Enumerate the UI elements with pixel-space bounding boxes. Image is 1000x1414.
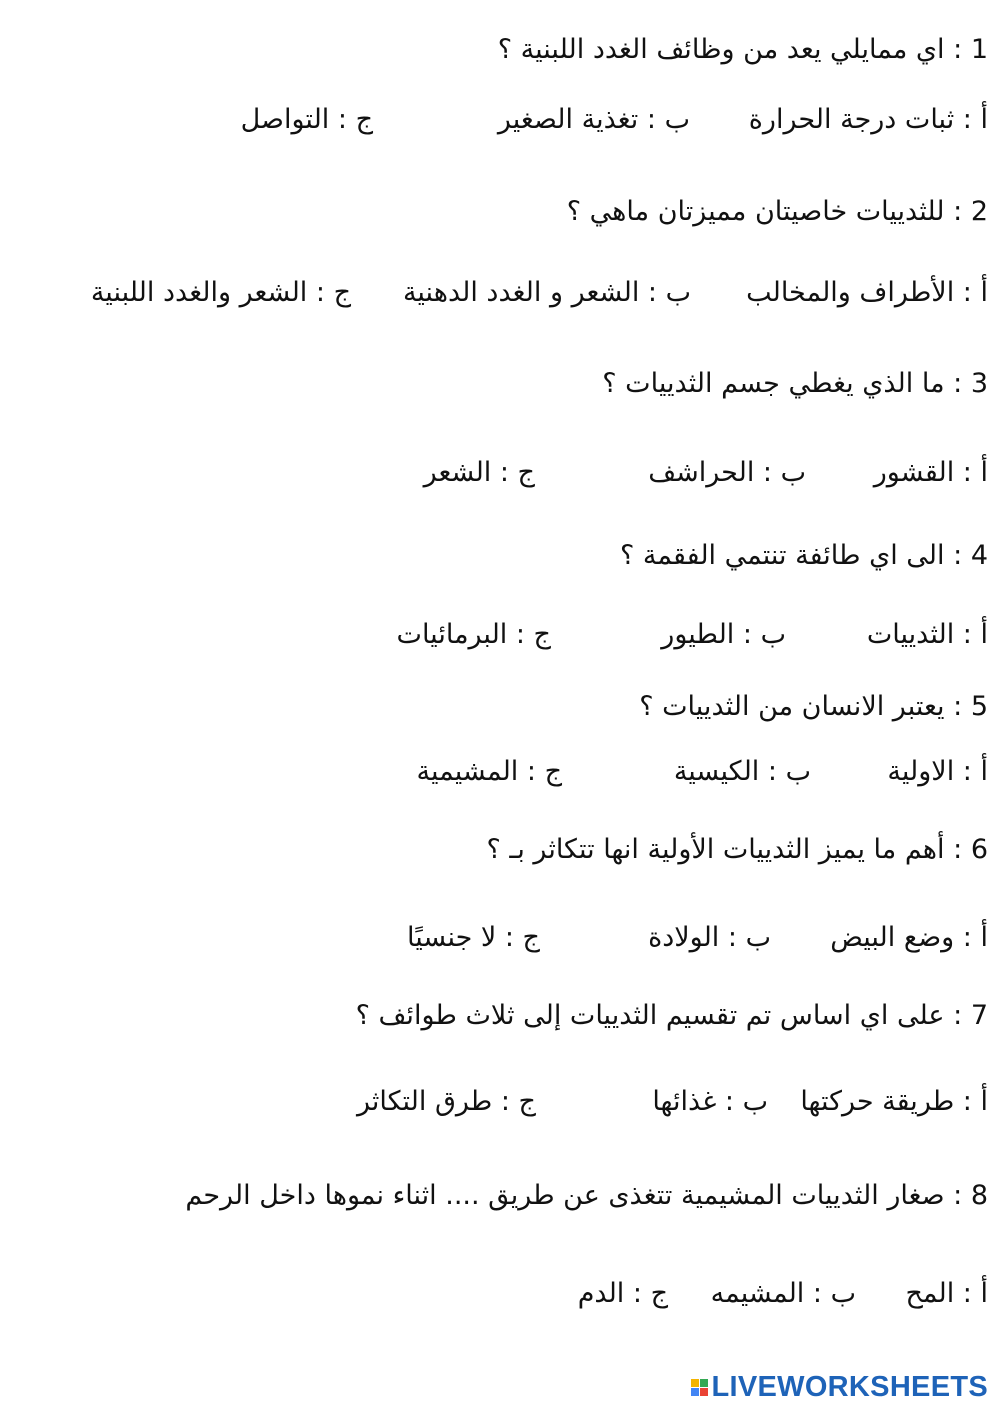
question-number: 7: [970, 1000, 988, 1031]
option-b[interactable]: ب : غذائها: [652, 1086, 768, 1117]
option-c[interactable]: ج : طرق التكاثر: [356, 1086, 536, 1117]
option-c[interactable]: ج : الشعر والغدد اللبنية: [90, 277, 351, 308]
option-c[interactable]: ج : التواصل: [240, 104, 373, 135]
question-7: [356, 996, 988, 1036]
option-a[interactable]: أ : الأطراف والمخالب: [746, 277, 988, 308]
question-5: [639, 687, 988, 727]
option-c[interactable]: ج : الشعر: [423, 457, 535, 488]
option-a[interactable]: أ : الثدييات: [866, 619, 988, 650]
option-b[interactable]: ب : الحراشف: [648, 457, 806, 488]
option-letter: أ: [980, 922, 988, 953]
question-number: 3: [970, 368, 988, 399]
option-letter: أ: [980, 277, 988, 308]
question-number: 1: [970, 34, 988, 65]
option-c[interactable]: ج : الدم: [577, 1278, 668, 1309]
question-8: [185, 1176, 988, 1216]
question-text: : الى اي طائفة تنتمي الفقمة ؟: [620, 540, 963, 571]
question-2: [567, 192, 988, 232]
option-a[interactable]: أ : الاولية: [887, 756, 988, 787]
question-number: 2: [970, 196, 988, 227]
question-number: 5: [970, 691, 988, 722]
option-letter: أ: [980, 457, 988, 488]
logo-text: LIVEWORKSHEETS: [711, 1370, 988, 1403]
option-letter: أ: [980, 619, 988, 650]
option-a[interactable]: أ : القشور: [873, 457, 988, 488]
option-letter: أ: [980, 1278, 988, 1309]
option-letter: أ: [980, 756, 988, 787]
option-letter: أ: [980, 1086, 988, 1117]
question-text: : ما الذي يغطي جسم الثدييات ؟: [602, 368, 963, 399]
question-1: [498, 30, 988, 70]
question-text: : اي ممايلي يعد من وظائف الغدد اللبنية ؟: [497, 34, 963, 65]
option-a[interactable]: أ : طريقة حركتها: [800, 1086, 988, 1117]
option-c[interactable]: ج : البرمائيات: [396, 619, 551, 650]
option-a[interactable]: أ : وضع البيض: [830, 922, 988, 953]
question-text: : على اي اساس تم تقسيم الثدييات إلى ثلاث طوائف ؟: [355, 1000, 963, 1031]
question-text: : أهم ما يميز الثدييات الأولية انها تتكاثر بـ ؟: [486, 834, 963, 865]
option-a[interactable]: أ : المح: [905, 1278, 988, 1309]
question-text: : يعتبر الانسان من الثدييات ؟: [639, 691, 963, 722]
question-6: [487, 830, 989, 870]
liveworksheets-logo: [691, 1370, 989, 1404]
option-b[interactable]: ب : الولادة: [648, 922, 771, 953]
option-b[interactable]: ب : الكيسية: [673, 756, 811, 787]
option-b[interactable]: ب : الطيور: [661, 619, 786, 650]
question-4: [620, 536, 988, 576]
option-c[interactable]: ج : المشيمية: [416, 756, 562, 787]
option-a[interactable]: أ : ثبات درجة الحرارة: [748, 104, 988, 135]
question-text: : صغار الثدييات المشيمية تتغذى عن طريق .... اثناء نموها داخل الرحم: [185, 1180, 963, 1211]
option-letter: أ: [980, 104, 988, 135]
question-number: 6: [970, 834, 988, 865]
question-text: : للثدييات خاصيتان مميزتان ماهي ؟: [566, 196, 963, 227]
option-b[interactable]: ب : تغذية الصغير: [497, 104, 690, 135]
logo-grid-icon: [691, 1379, 708, 1396]
option-b[interactable]: ب : الشعر و الغدد الدهنية: [402, 277, 691, 308]
option-b[interactable]: ب : المشيمه: [710, 1278, 856, 1309]
question-number: 8: [970, 1180, 988, 1211]
option-c[interactable]: ج : لا جنسيًا: [407, 922, 540, 953]
question-3: [602, 364, 988, 404]
question-number: 4: [970, 540, 988, 571]
